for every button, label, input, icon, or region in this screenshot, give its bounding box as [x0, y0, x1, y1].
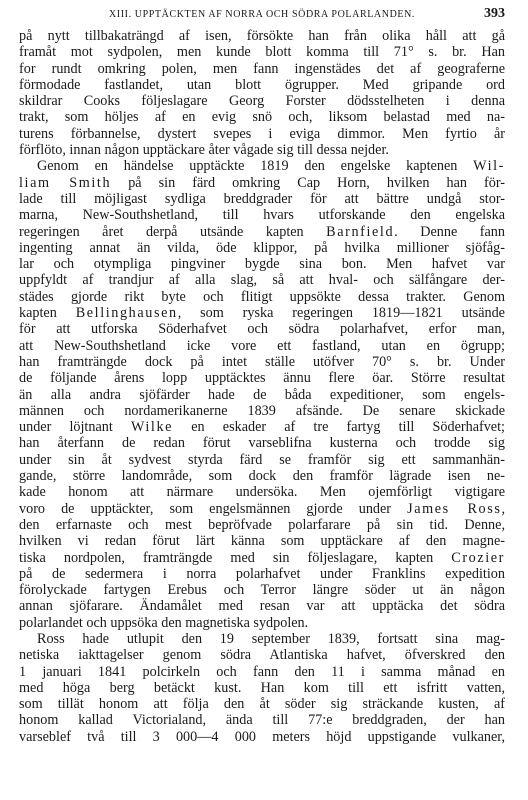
text-line — [19, 452, 505, 468]
text-run: han återfann de redan förut varseblifna kusterna och trodde sig — [19, 435, 505, 452]
text-run: männen och nordamerikanerne 1839 afsände. De senare skickade — [19, 402, 505, 419]
text-line — [19, 305, 505, 321]
spaced-name: Wilke — [130, 419, 174, 436]
text-run: kapten — [19, 305, 76, 322]
text-line — [19, 566, 505, 582]
text-line — [19, 468, 505, 484]
text-run: städes gjorde rikt byte och flitigt uppsökte dessa trakter. Genom — [19, 288, 505, 305]
text-run: förmodade fastlandet, utan blott ögrupper. Med gripande ord — [19, 76, 505, 93]
text-run: , — [501, 500, 505, 517]
text-run: med höga berg betäckt kust. Han kom till ett isfritt vatten, — [19, 679, 505, 696]
text-run: annan sjöfarare. Ändamålet med resan var att upptäcka det södra — [19, 598, 505, 615]
text-line — [19, 419, 505, 435]
text-run: framåt mot sydpolen, men kunde blott komma till 71° s. br. Han — [19, 44, 505, 61]
text-run: under sin åt sydvest styrda färd se framför sig ett sammanhän- — [19, 451, 505, 468]
text-line — [19, 615, 505, 631]
text-line — [19, 272, 505, 288]
text-run: marna, New-Southshetland, till hvars utforskande den engelska — [19, 207, 505, 224]
text-run: honom kallad Victorialand, ända till 77:e breddgraden, der han — [19, 712, 505, 729]
text-line — [19, 517, 505, 533]
spaced-name: Wil- — [473, 158, 505, 175]
text-line — [19, 501, 505, 517]
text-line — [19, 256, 505, 272]
text-line — [19, 533, 505, 549]
text-run: Ross hade utlupit den 19 september 1839, fortsatt sina mag- — [37, 630, 505, 647]
text-run: , som ryska regeringen 1819—1821 utsände — [177, 305, 505, 322]
text-run: lade till möjligast sydliga breddgrader för att bättre undgå stor- — [19, 190, 505, 207]
text-line — [19, 582, 505, 598]
text-line — [19, 77, 505, 93]
text-line — [19, 321, 505, 337]
text-run: de följande årens lopp upptäcktes ännu flere öar. Större resultat — [19, 370, 505, 387]
text-line — [19, 175, 505, 191]
text-run: kade honom att närmare undersöka. Men ojemförligt vigtigare — [19, 484, 505, 501]
text-line — [19, 387, 505, 403]
text-run: under löjtnant — [19, 419, 131, 436]
text-run: förolyckade fartygen Erebus och Terror längre söder ut än någon — [19, 582, 505, 599]
text-run: voro de upptäckter, som engelsmännen gjorde under — [19, 500, 408, 517]
text-run: för att utforska Söderhafvet och södra polarhafvet, erfor man, — [19, 321, 505, 338]
text-line — [19, 354, 505, 370]
text-run: turens förbannelse, dystert svepes i eviga dimmor. Men fyrtio år — [19, 125, 505, 142]
text-line — [19, 44, 505, 60]
spaced-name: Crozier — [451, 549, 505, 566]
text-line — [19, 191, 505, 207]
text-run: polarlandet och uppsöka den magnetiska sydpolen. — [19, 614, 309, 631]
text-run: på de sedermera i norra polarhafvet under Franklins expedition — [19, 565, 505, 582]
text-run: varseblef två till 3 000—4 000 meters höjd uppstigande vulkaner, — [19, 728, 505, 745]
text-run: lar och otympliga pingviner bygde sina bon. Men hafvet var — [19, 256, 505, 273]
text-run: en eskader af tre fartyg till Söderhafvet; — [173, 419, 505, 436]
text-line — [19, 93, 505, 109]
text-line — [19, 680, 505, 696]
spaced-name: Barnfield — [326, 223, 395, 240]
text-line — [19, 712, 505, 728]
text-line — [19, 403, 505, 419]
text-line — [19, 126, 505, 142]
text-run: som tillät honom att följa den åt söder sig sträckande kusten, af — [19, 696, 505, 713]
text-line — [19, 61, 505, 77]
text-run: på sin färd omkring Cap Horn, hvilken han för- — [111, 174, 505, 191]
page-number: 393 — [484, 6, 505, 21]
spaced-name: James Ross — [407, 500, 502, 517]
text-line — [19, 550, 505, 566]
spaced-name: liam Smith — [19, 174, 112, 191]
text-run: regeringen året derpå utsände kapten — [19, 223, 327, 240]
text-line — [19, 142, 505, 158]
text-line — [19, 158, 505, 174]
text-run: tiska nordpolen, framträngde med sin följeslagare, kapten — [19, 549, 452, 566]
text-run: uppfyldt af trandjur af alla slag, så att hval- och sälfångare der- — [19, 272, 505, 289]
text-line — [19, 631, 505, 647]
text-line — [19, 370, 505, 386]
text-run: . Denne fann — [394, 223, 505, 240]
text-run: trakt, som höljes af en evig snö och, liksom belastad med na- — [19, 109, 505, 126]
text-line — [19, 484, 505, 500]
chapter-title: XIII. UPPTÄCKTEN AF NORRA OCH SÖDRA POLARLANDEN. — [108, 9, 416, 20]
text-line — [19, 240, 505, 256]
text-run: den erfarnaste och mest bepröfvade polarfarare på sin tid. Denne, — [19, 516, 505, 533]
text-line — [19, 224, 505, 240]
text-line — [19, 729, 505, 745]
text-line — [19, 338, 505, 354]
text-run: än alla andra sjöfärder hade de båda expeditioner, som engels- — [19, 386, 505, 403]
running-head — [19, 5, 505, 27]
text-run: på nytt tillbakaträngd af isen, försökte han från olika håll att gå — [19, 28, 505, 44]
text-line — [19, 28, 505, 44]
text-run: att New-Southshetland icke vore ett fastland, utan en ögrupp; — [19, 337, 505, 354]
text-run: hvilken vi redan förut lärt känna som upptäckare af den magne- — [19, 533, 505, 550]
text-run: skildrar Cooks följeslagare Georg Forster dödsstelheten i denna — [19, 93, 505, 110]
text-run: for rundt omkring polen, men fann ingenstädes det af geograferne — [19, 60, 505, 77]
text-run: han framträngde dock på intet ställe utöfver 70° s. br. Under — [19, 353, 505, 370]
text-line — [19, 289, 505, 305]
body-text — [19, 28, 505, 745]
text-run: ingenting annat än vilda, öde klippor, på hvilka millioner sjöfåg- — [19, 239, 505, 256]
text-line — [19, 435, 505, 451]
text-run: gande, större landområde, som dock den framför lägrade isen ne- — [19, 468, 505, 485]
text-run: netiska iakttagelser genom södra Atlantiska hafvet, öfverskred den — [19, 647, 505, 664]
text-line — [19, 207, 505, 223]
text-line — [19, 664, 505, 680]
spaced-name: Bellinghausen — [75, 305, 178, 322]
text-run: förflöto, innan någon upptäckare åter vågade sig till dessa nejder. — [19, 142, 389, 159]
text-line — [19, 109, 505, 125]
text-run: 1 januari 1841 polcirkeln och fann den 11 i samma månad en — [19, 663, 505, 680]
text-run: Genom en händelse upptäckte 1819 den engelske kaptenen — [37, 158, 474, 175]
text-line — [19, 647, 505, 663]
text-line — [19, 598, 505, 614]
text-line — [19, 696, 505, 712]
